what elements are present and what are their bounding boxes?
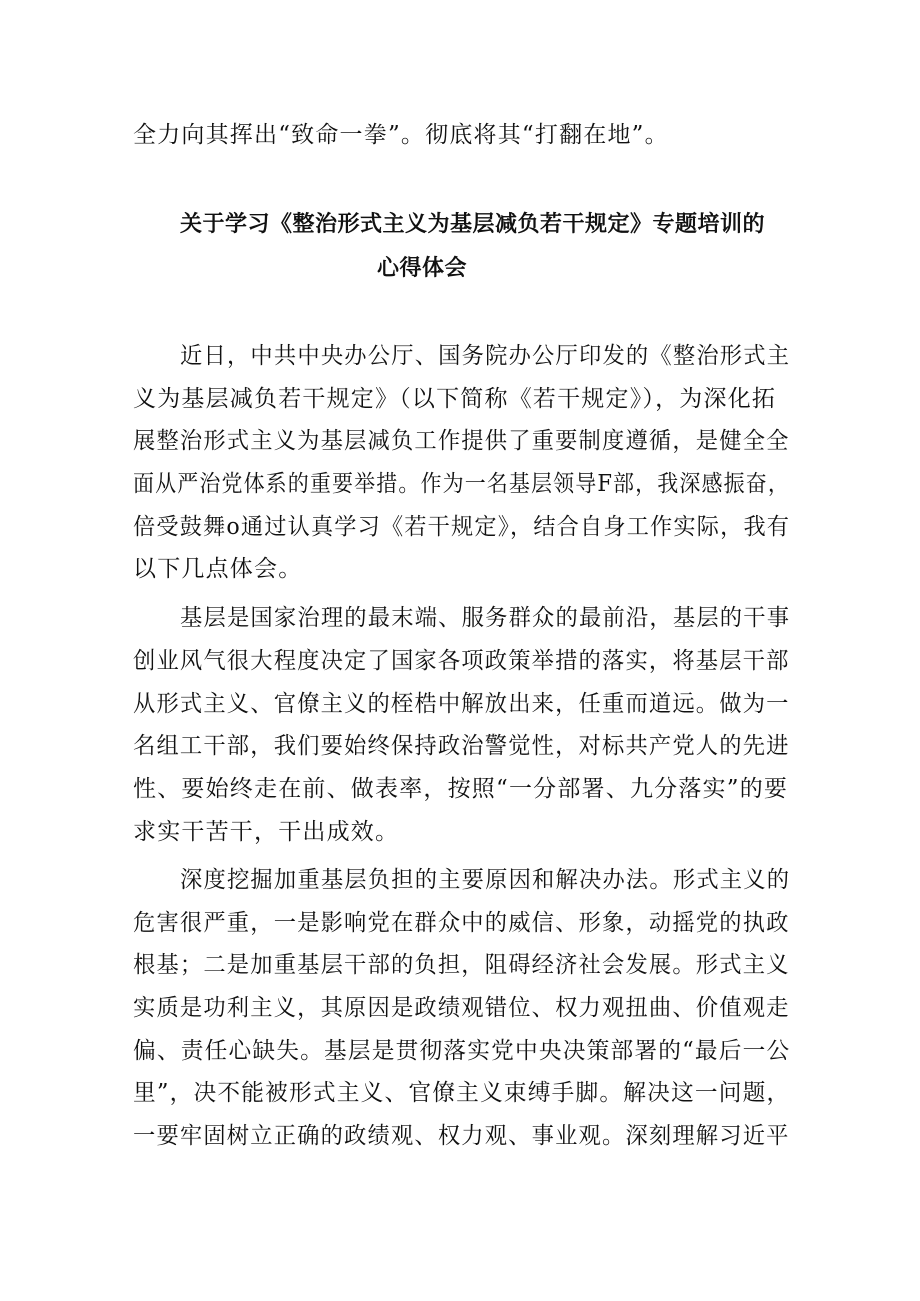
paragraph-line: 偏、责任心缺失。基层是贯彻落实党中央决策部署的“最后一公: [133, 1038, 791, 1064]
paragraph-line: 近日，中共中央办公厅、国务院办公厅印发的《整治形式主: [180, 343, 791, 369]
paragraph-line: 一要牢固树立正确的政绩观、权力观、事业观。深刻理解习近平: [133, 1123, 790, 1149]
paragraph-line: 深度挖掘加重基层负担的主要原因和解决办法。形式主义的: [180, 867, 791, 893]
paragraph-line: 以下几点体会。: [133, 556, 303, 582]
paragraph-line: 从形式主义、官僚主义的桎梏中解放出来，任重而道远。做为一: [133, 691, 790, 717]
paragraph-line: 里”，决不能被形式主义、官僚主义束缚手脚。解决这一问题，: [133, 1080, 791, 1106]
paragraph-line: 危害很严重，一是影响党在群众中的威信、形象，动摇党的执政: [133, 910, 790, 936]
paragraph-line: 创业风气很大程度决定了国家各项政策举措的落实，将基层干部: [133, 648, 790, 674]
carryover-line: 全力向其挥出“致命一拳”。彻底将其“打翻在地”。: [133, 122, 669, 148]
paragraph-line: 面从严治党体系的重要举措。作为一名基层领导F部，我深感振奋，: [133, 471, 790, 497]
paragraph-line: 实质是功利主义，其原因是政绩观错位、权力观扭曲、价值观走: [133, 995, 790, 1021]
paragraph-line: 名组工干部，我们要始终保持政治警觉性，对标共产党人的先进: [133, 733, 790, 759]
paragraph-line: 倍受鼓舞o通过认真学习《若干规定》，结合自身工作实际，我有: [133, 514, 791, 540]
paragraph-line: 基层是国家治理的最末端、服务群众的最前沿，基层的干事: [180, 605, 791, 631]
document-title-line-1: 关于学习《整治形式主义为基层减负若干规定》专题培训的: [180, 212, 766, 237]
paragraph-line: 根基；二是加重基层干部的负担，阻碍经济社会发展。形式主义: [133, 952, 790, 978]
paragraph-line: 展整治形式主义为基层减负工作提供了重要制度遵循，是健全全: [133, 428, 790, 454]
paragraph-line: 性、要始终走在前、做表率，按照“一分部署、九分落实”的要: [133, 776, 789, 802]
paragraph-line: 义为基层减负若干规定》（以下简称《若干规定》），为深化拓: [133, 386, 777, 412]
document-title-line-2: 心得体会: [377, 256, 468, 281]
paragraph-line: 求实干苦干，干出成效。: [133, 819, 400, 845]
